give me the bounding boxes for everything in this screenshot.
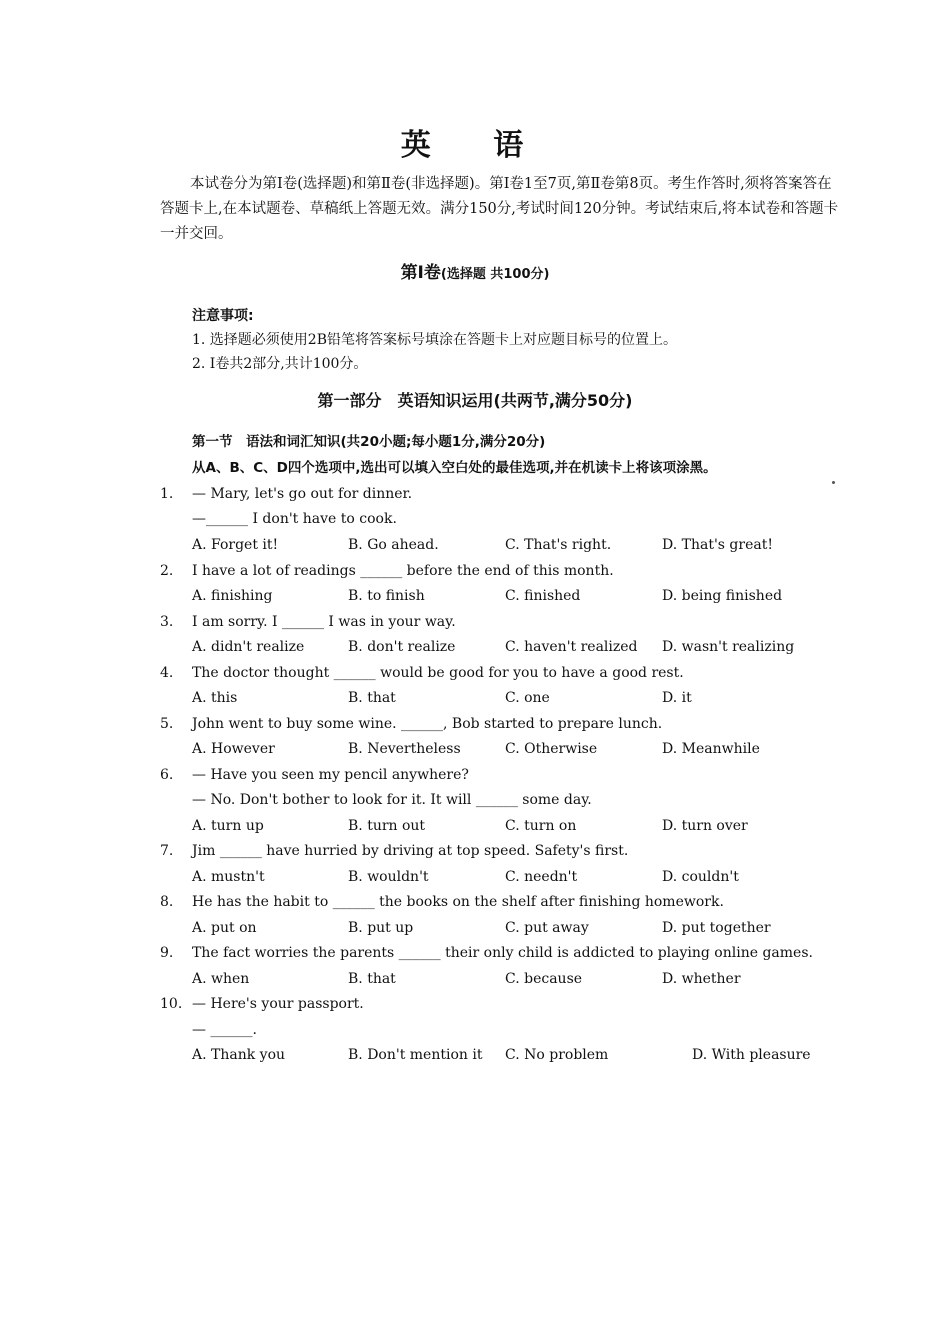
option-c: C. finished xyxy=(505,588,581,604)
question-stem: The doctor thought ______ would be good for you to have a good rest. xyxy=(192,665,684,681)
question-stem: — ______. xyxy=(192,1022,257,1038)
option-a: A. However xyxy=(192,741,275,757)
option-a: A. this xyxy=(192,690,238,706)
option-c: C. because xyxy=(505,971,583,987)
question-number: 9. xyxy=(160,945,174,961)
option-a: A. finishing xyxy=(192,588,273,604)
question-number: 6. xyxy=(160,767,174,783)
option-b: B. put up xyxy=(348,920,414,936)
option-a: A. mustn't xyxy=(192,869,265,885)
option-c: C. No problem xyxy=(505,1047,609,1063)
option-a: A. Thank you xyxy=(192,1047,286,1063)
section-title: 第一节 语法和词汇知识(共20小题;每小题1分,满分20分) xyxy=(192,434,546,450)
question-number: 10. xyxy=(160,996,183,1012)
question-number: 3. xyxy=(160,614,174,630)
option-b: B. wouldn't xyxy=(348,869,429,885)
question-number: 2. xyxy=(160,563,174,579)
question-stem: — Have you seen my pencil anywhere? xyxy=(192,767,469,783)
option-b: B. Don't mention it xyxy=(348,1047,483,1063)
option-b: B. to finish xyxy=(348,588,425,604)
option-c: C. Otherwise xyxy=(505,741,598,757)
notice-block xyxy=(192,304,812,376)
notice-heading: 注意事项: xyxy=(192,308,254,324)
exam-intro: 本试卷分为第Ⅰ卷(选择题)和第Ⅱ卷(非选择题)。第Ⅰ卷1至7页,第Ⅱ卷第8页。考生作答时,须将答案答在答题卡上,在本试题卷、草稿纸上答题无效。满分150分,考试时间120分钟。考试结束后,将本试卷和答题卡一并交回。 xyxy=(160,176,839,242)
option-d: D. With pleasure xyxy=(692,1047,811,1063)
question-number: 5. xyxy=(160,716,174,732)
option-c: C. haven't realized xyxy=(505,639,638,655)
question-stem: —______ I don't have to cook. xyxy=(192,511,397,527)
volume-title-main: 第Ⅰ卷 xyxy=(400,263,441,283)
option-a: A. put on xyxy=(192,920,257,936)
question-stem: — Here's your passport. xyxy=(192,996,364,1012)
option-d: D. turn over xyxy=(662,818,748,834)
option-a: A. Forget it! xyxy=(192,537,279,553)
question-stem: I am sorry. I ______ I was in your way. xyxy=(192,614,456,630)
option-c: C. one xyxy=(505,690,550,706)
option-c: C. put away xyxy=(505,920,589,936)
option-b: B. don't realize xyxy=(348,639,456,655)
option-c: C. That's right. xyxy=(505,537,612,553)
option-d: D. put together xyxy=(662,920,771,936)
option-d: D. That's great! xyxy=(662,537,773,553)
question-stem: — No. Don't bother to look for it. It will ______ some day. xyxy=(192,792,592,808)
question-stem: John went to buy some wine. ______, Bob started to prepare lunch. xyxy=(192,716,663,732)
part-title: 第一部分 英语知识运用(共两节,满分50分) xyxy=(317,391,633,410)
option-d: D. being finished xyxy=(662,588,783,604)
question-stem: — Mary, let's go out for dinner. xyxy=(192,486,413,502)
question-number: 7. xyxy=(160,843,174,859)
option-c: C. needn't xyxy=(505,869,578,885)
option-b: B. turn out xyxy=(348,818,426,834)
option-d: D. whether xyxy=(662,971,741,987)
option-b: B. that xyxy=(348,971,396,987)
option-d: D. Meanwhile xyxy=(662,741,760,757)
question-number: 4. xyxy=(160,665,174,681)
option-a: A. when xyxy=(192,971,250,987)
question-stem: The fact worries the parents ______ their only child is addicted to playing online games. xyxy=(192,945,813,961)
option-a: A. turn up xyxy=(192,818,264,834)
option-b: B. that xyxy=(348,690,396,706)
option-b: B. Nevertheless xyxy=(348,741,461,757)
question-stem: I have a lot of readings ______ before the end of this month. xyxy=(192,563,614,579)
question-number: 8. xyxy=(160,894,174,910)
question-number: 1. xyxy=(160,486,174,502)
option-d: D. couldn't xyxy=(662,869,739,885)
volume-title-sub: (选择题 共100分) xyxy=(440,267,550,282)
volume-title xyxy=(0,258,950,283)
notice-item: 1. 选择题必须使用2B铅笔将答案标号填涂在答题卡上对应题目标号的位置上。 xyxy=(192,332,678,348)
notice-item: 2. Ⅰ卷共2部分,共计100分。 xyxy=(192,356,368,372)
option-d: D. wasn't realizing xyxy=(662,639,795,655)
scan-speck xyxy=(832,481,835,484)
question-stem: Jim ______ have hurried by driving at top speed. Safety's first. xyxy=(192,843,629,859)
option-c: C. turn on xyxy=(505,818,577,834)
question-stem: He has the habit to ______ the books on the shelf after finishing homework. xyxy=(192,894,724,910)
option-b: B. Go ahead. xyxy=(348,537,439,553)
section-instruction: 从A、B、C、D四个选项中,选出可以填入空白处的最佳选项,并在机读卡上将该项涂黑。 xyxy=(192,460,717,476)
option-a: A. didn't realize xyxy=(192,639,305,655)
page-title: 英 语 xyxy=(400,128,550,163)
option-d: D. it xyxy=(662,690,692,706)
